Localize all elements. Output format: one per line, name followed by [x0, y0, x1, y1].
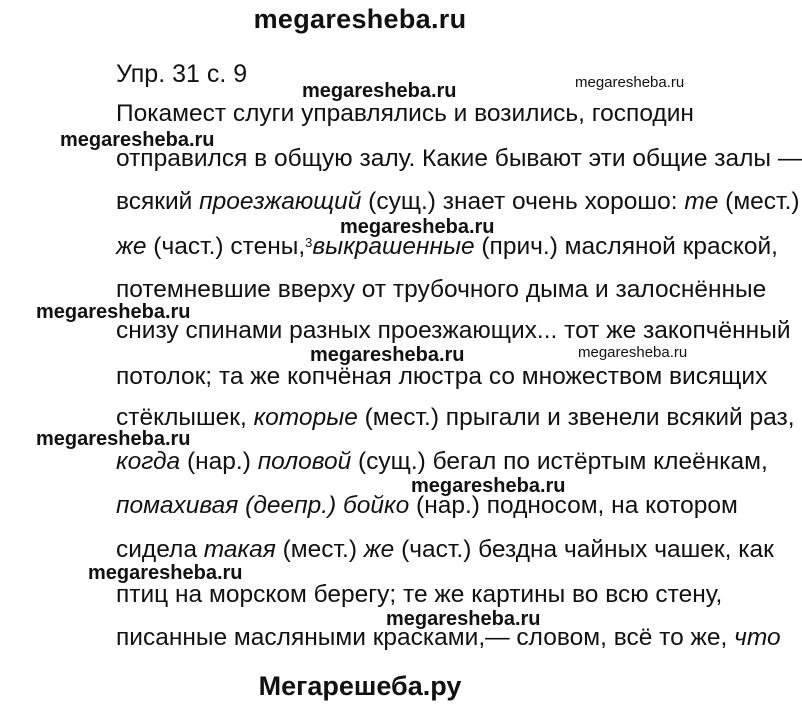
text-segment: (мест.) прыгали и звенели всякий раз, [357, 404, 795, 431]
footnote-marker: 3 [305, 235, 313, 250]
text-segment: (част.) стены, [146, 233, 306, 260]
exercise-label: Упр. 31 с. 9 [116, 60, 248, 88]
text-italic: проезжающий [199, 188, 362, 215]
text-segment: (сущ.) знает очень хорошо: [361, 188, 685, 215]
watermark: megaresheba.ru [340, 216, 495, 238]
text-line [116, 445, 768, 479]
text-segment: всякий [116, 188, 200, 215]
text-segment: (прич.) масляной краской, [474, 233, 778, 260]
watermark: megaresheba.ru [36, 428, 191, 450]
watermark: megaresheba.ru [575, 74, 685, 91]
watermark: megaresheba.ru [88, 562, 243, 584]
text-italic: половой [257, 448, 352, 475]
text-segment: сидела [116, 536, 204, 563]
text-italic: же [116, 233, 147, 260]
text-line [116, 533, 774, 567]
text-italic: выкрашенные [312, 233, 475, 260]
text-segment: стёклышек, [116, 404, 254, 431]
text-segment: (мест.) [275, 536, 364, 563]
text-segment: (нар.) подносом, на котором [409, 492, 738, 519]
text-italic: помахивая (деепр.) бойко [116, 492, 410, 519]
text-segment: (част.) бездна чайных чашек, как [394, 536, 774, 563]
text-line: птиц на морском берегу; те же картины во всю стену, [116, 581, 723, 608]
text-italic: такая [203, 536, 276, 563]
text-line [116, 230, 778, 264]
header-site-name: megaresheba.ru [253, 4, 467, 34]
text-segment: (мест.) [718, 188, 800, 215]
text-line: отправился в общую залу. Какие бывают эти общие залы — [116, 145, 802, 172]
text-segment: писанные масляными красками,— словом, всё то же, [116, 624, 735, 651]
watermark: megaresheba.ru [578, 344, 688, 361]
text-italic: что [734, 624, 781, 651]
text-italic: которые [253, 404, 358, 431]
text-segment: (сущ.) бегал по истёртым клеёнкам, [351, 448, 768, 475]
text-segment: (нар.) [180, 448, 258, 475]
footer-site-name: Мегарешеба.ру [258, 671, 462, 701]
text-line [116, 185, 800, 219]
text-line [116, 401, 795, 435]
watermark: megaresheba.ru [310, 344, 465, 366]
text-line [116, 489, 738, 523]
watermark: megaresheba.ru [36, 301, 191, 323]
text-line: потолок; та же копчёная люстра со множеством висящих [116, 363, 768, 390]
text-italic: же [363, 536, 395, 563]
watermark: megaresheba.ru [386, 608, 541, 630]
text-line: снизу спинами разных проезжающих... тот же закопчённый [116, 317, 791, 344]
text-line: потемневшие вверху от трубочного дыма и залоснённые [116, 276, 767, 303]
text-line: Покамест слуги управлялись и возились, господин [116, 100, 694, 127]
watermark: megaresheba.ru [60, 129, 215, 151]
watermark: megaresheba.ru [302, 80, 457, 102]
text-italic: те [684, 188, 719, 215]
watermark: megaresheba.ru [411, 475, 566, 497]
text-italic: когда [116, 448, 181, 475]
text-line [116, 621, 781, 655]
